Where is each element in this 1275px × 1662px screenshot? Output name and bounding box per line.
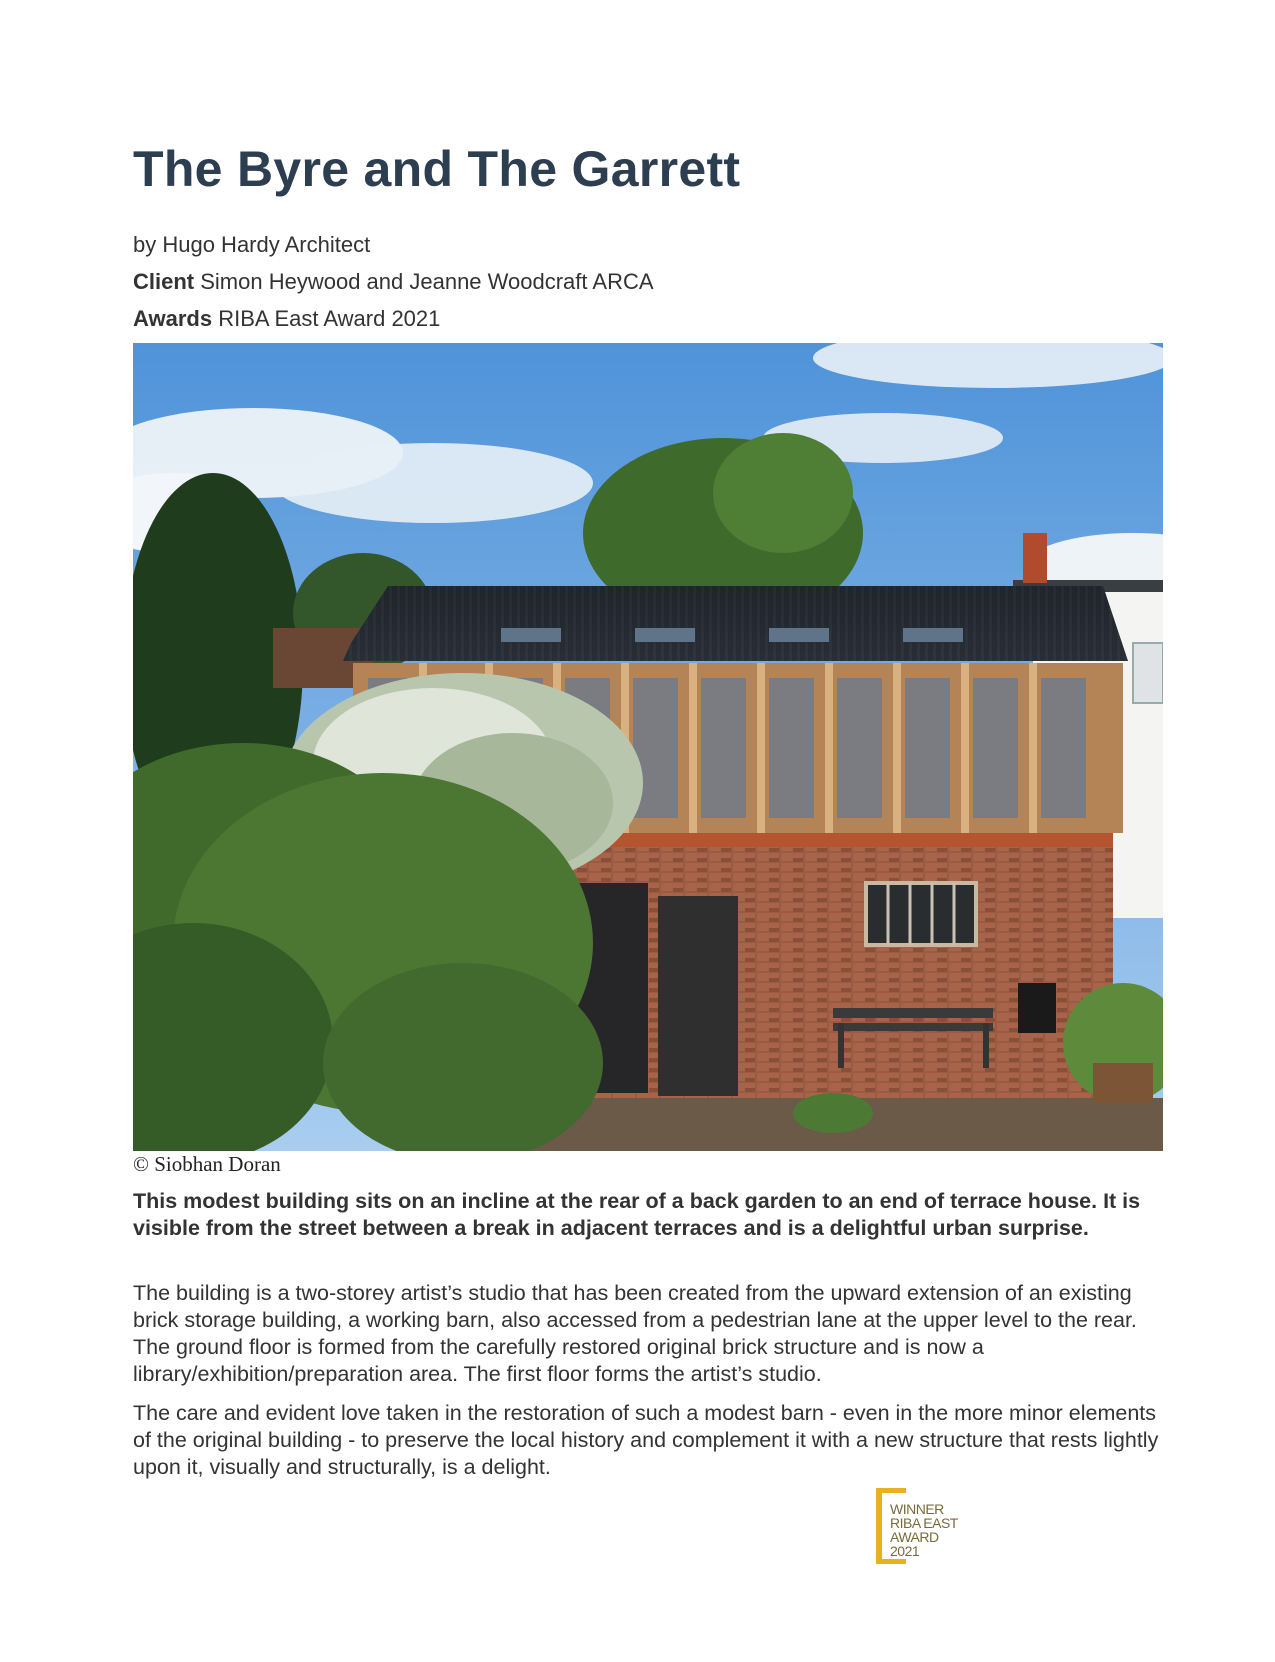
badge-bracket-bottom	[876, 1559, 906, 1564]
badge-line-1: WINNER	[890, 1501, 944, 1517]
badge-line-3: AWARD	[890, 1529, 939, 1545]
awards-line	[133, 306, 440, 332]
badge-bracket	[876, 1488, 882, 1564]
building-photo	[133, 343, 1163, 1151]
badge-text	[890, 1502, 958, 1558]
page-title: The Byre and The Garrett	[133, 141, 741, 197]
client-line	[133, 269, 654, 295]
body-paragraph-1: The building is a two-storey artist’s studio that has been created from the upward extension of an existing brick storage building, a working barn, also accessed from a pedestrian lane at the upper level to the rear. The ground floor is formed from the carefully restored original brick structure and is now a library/exhibition/preparation area. The first floor forms the artist’s studio.	[133, 1281, 1137, 1386]
photo-credit: © Siobhan Doran	[133, 1152, 281, 1176]
awards-label: Awards	[133, 306, 213, 331]
badge-bracket-top	[876, 1488, 906, 1493]
client-label: Client	[133, 269, 195, 294]
body-paragraph-2: The care and evident love taken in the restoration of such a modest barn - even in the more minor elements of the original building - to preserve the local history and complement it with a new structure that rests lightly upon it, visually and structurally, is a delight.	[133, 1401, 1159, 1479]
badge-line-4: 2021	[890, 1543, 920, 1559]
client-value: Simon Heywood and Jeanne Woodcraft ARCA	[200, 269, 654, 294]
award-badge-logo	[876, 1488, 956, 1566]
badge-line-2: RIBA EAST	[890, 1515, 958, 1531]
awards-value: RIBA East Award 2021	[218, 306, 441, 331]
lead-paragraph: This modest building sits on an incline at the rear of a back garden to an end of terrace house. It is visible from the street between a break in adjacent terraces and is a delightful urban surprise.	[133, 1189, 1141, 1240]
architect-line: by Hugo Hardy Architect	[133, 232, 371, 257]
